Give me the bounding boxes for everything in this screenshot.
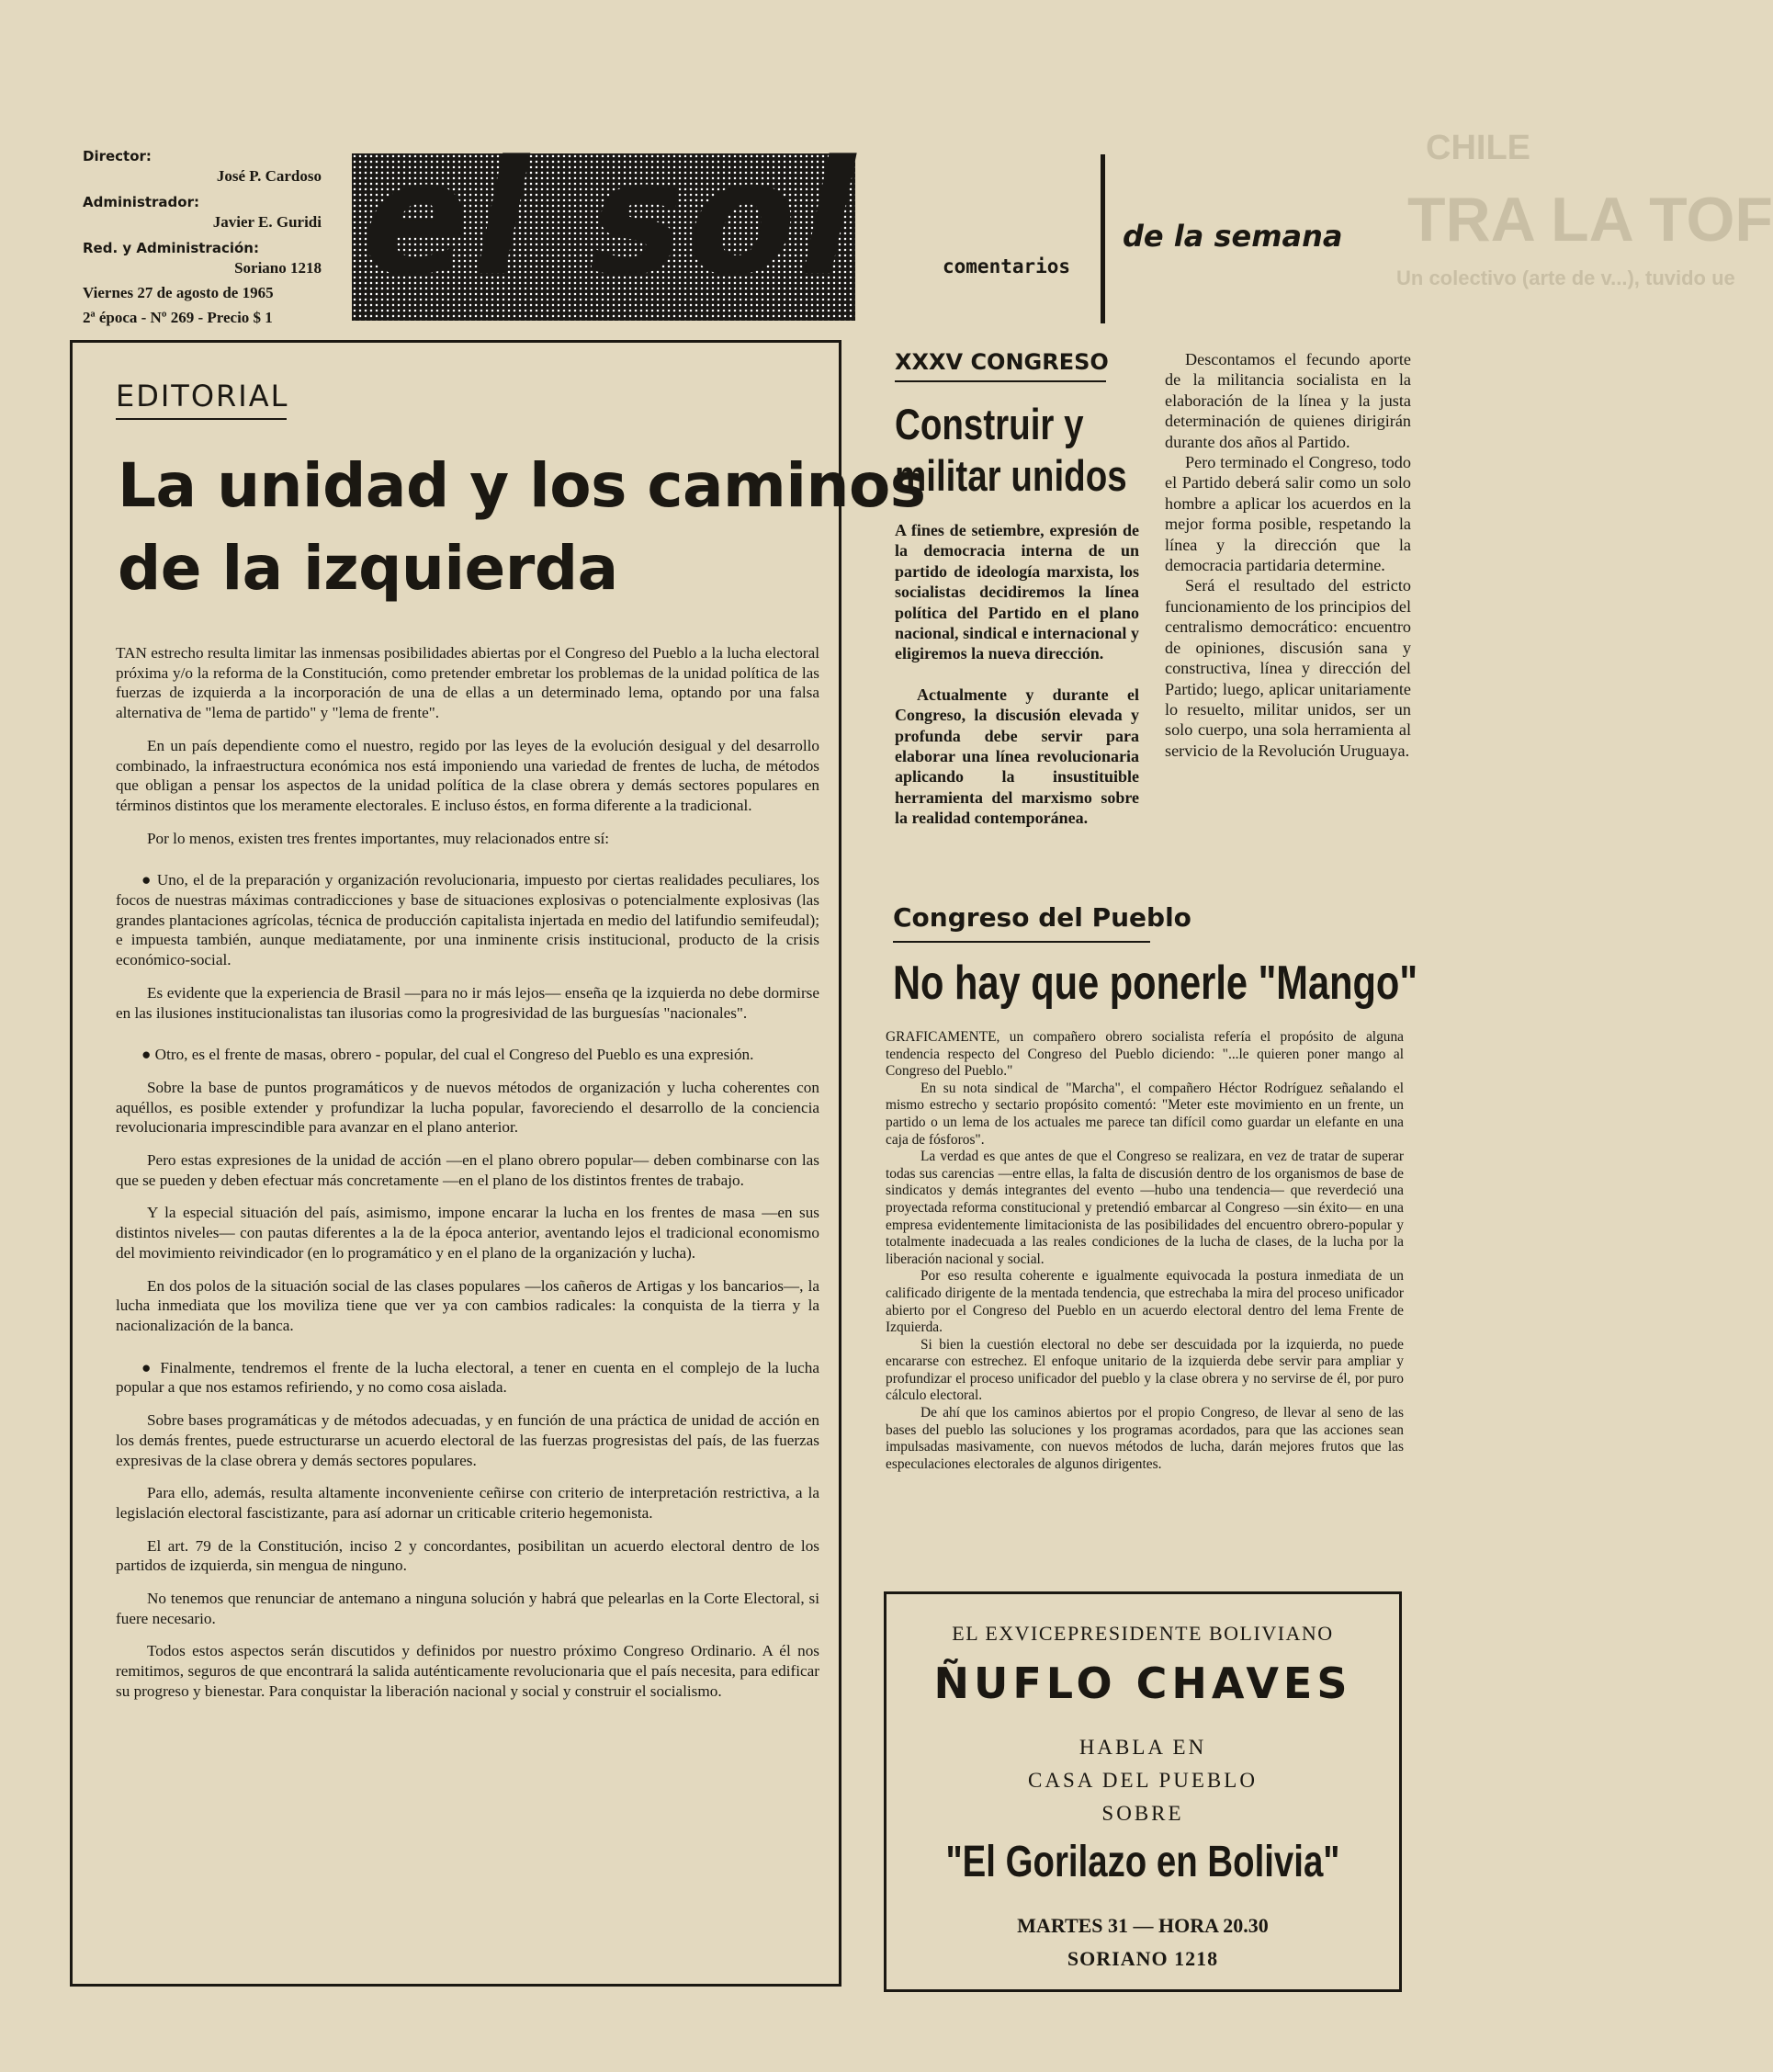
ad-line-2: HABLA EN (1078, 1736, 1207, 1759)
editorial-paragraph: En dos polos de la situación social de las clases populares —los cañeros de Artigas y los bancarios—, la lucha inmediata que los moviliza tiene que ver ya con cambios radicales: la conquista de la tierra y la nacionalización de la banca. (116, 1276, 819, 1334)
ad-name: ÑUFLO CHAVES (933, 1659, 1352, 1708)
pueblo-kicker-rule (893, 941, 1150, 943)
comentarios-label: comentarios (943, 255, 1071, 277)
congreso-paragraph: A fines de setiembre, expresión de la democracia interna de un partido de ideología marxista, los socialistas decidiremos la línea política del Partido en el plano nacional, sindical e internacional y eligiremos la nueva dirección. (895, 521, 1139, 663)
congreso-kicker: XXXV CONGRESO (895, 349, 1109, 375)
director-name: José P. Cardoso (216, 167, 322, 185)
pueblo-paragraph: La verdad es que antes de que el Congreso se realizara, en vez de tratar de superar todas sus carencias —entre ellas, la falta de discusión dentro de los organismos de base de sindicatos y demás integrantes del evento —hubo una tendencia— que reverdeció una proyectada reforma constitucional y pretendió embarcar al Congreso —sin éxito— en una empresa evidentemente limitacionista de las posibilidades del encuentro obrero-popular y totalmente inadecuada a las reales condiciones de la lucha de clases, de la lucha por la liberación nacional y social. (886, 1149, 1404, 1267)
issue-date: Viernes 27 de agosto de 1965 (83, 284, 274, 301)
editorial-kicker-rule (116, 418, 287, 420)
congreso-headline-2: militar unidos (895, 451, 1127, 500)
editorial-body (116, 643, 819, 1715)
masthead-divider (1101, 154, 1105, 323)
editorial-paragraph: Pero estas expresiones de la unidad de acción —en el plano obrero popular— deben combinarse con las que se pueden y deben efectuar más concretamente —en el plano de los distintos frentes de trabajo. (116, 1151, 819, 1189)
edge-text (1396, 129, 1773, 331)
congreso-paragraph: Actualmente y durante el Congreso, la discusión elevada y profunda debe servir para elaborar una línea revolucionaria aplicando la insustituible herramienta del marxismo sobre la realidad contemporánea. (895, 685, 1139, 828)
pueblo-paragraph: Por eso resulta coherente e igualmente equivocada la postura inmediata de un calificado dirigente de la mentada tendencia, que estrechaba la mira del proceso unificador abierto por el Congreso del Pueblo en un acuerdo electoral dentro del lema Frente de Izquierda. (886, 1268, 1404, 1336)
de-la-semana-label: de la semana (1123, 219, 1343, 254)
issue-number: 2ª época - Nº 269 - Precio $ 1 (83, 309, 273, 326)
logo-text: el sol (344, 126, 880, 311)
edge-text-2: TRA LA TOF (1407, 185, 1773, 255)
editorial-paragraph: TAN estrecho resulta limitar las inmensas posibilidades abiertas por el Congreso del Pueblo a la lucha electoral próxima y/o la reforma de la Constitución, como pretender embretar los problemas de la unidad política de las fuerzas de izquierda a la incorporación de una de ellas a un determinado lema, optando por una falsa alternativa de "lema de partido" y "lema de frente". (116, 644, 819, 722)
editorial-paragraph: No tenemos que renunciar de antemano a ninguna solución y habrá que pelearlas en la Corte Electoral, si fuere necesario. (116, 1590, 819, 1627)
congreso-paragraph: Pero terminado el Congreso, todo el Partido deberá salir como un solo hombre a aplicar los acuerdos en la mejor forma posible, respetando la línea y la dirección que la democracia partidaria determine. (1165, 453, 1411, 575)
pueblo-paragraph: Si bien la cuestión electoral no debe ser descuidada por la izquierda, no puede encararse con estrechez. El enfoque unitario de la izquierda debe servir para ampliar y profundizar el proceso unificador del pueblo y la clase obrera y no servirse de él, por puro cálculo electoral. (886, 1336, 1404, 1404)
pueblo-paragraph: De ahí que los caminos abiertos por el propio Congreso, de llevar al seno de las bases del pueblo las soluciones y los programas acordados, para que las acciones sean impulsadas masivamente, con nuevos métodos de lucha, darán mejores frutos que las especulaciones electorales de algunos dirigentes. (886, 1405, 1404, 1472)
editorial-headline-2: de la izquierda (118, 533, 618, 604)
congreso-column-2 (1165, 349, 1411, 761)
congreso-kicker-rule (895, 380, 1106, 382)
editorial-paragraph: El art. 79 de la Constitución, inciso 2 y concordantes, posibilitan un acuerdo electoral dentro de los partidos de izquierda, sin mengua de ninguno. (116, 1536, 819, 1575)
ad-address: SORIANO 1218 (1067, 1947, 1219, 1970)
editorial-paragraph: Para ello, además, resulta altamente inconveniente ceñirse con criterio de interpretación restrictiva, a la legislación electoral fascistizante, para así adornar un criticable criterio hegemonista. (116, 1484, 819, 1522)
congreso-paragraph: Descontamos el fecundo aporte de la militancia socialista en la elaboración de la línea y la justa determinación de quienes dirigirán durante dos años al Partido. (1165, 350, 1411, 451)
ad-line-1: EL EXVICEPRESIDENTE BOLIVIANO (952, 1622, 1334, 1645)
pueblo-headline: No hay que ponerle "Mango" (893, 957, 1418, 1010)
ad-title: "El Gorilazo en Bolivia" (945, 1838, 1340, 1886)
masthead-info (83, 147, 322, 327)
ad-date: MARTES 31 — HORA 20.30 (1017, 1914, 1269, 1937)
el-sol-logo (344, 126, 880, 321)
admin-label: Administrador: (83, 194, 199, 210)
ad-line-4: SOBRE (1101, 1802, 1184, 1825)
congreso-headline-1: Construir y (895, 400, 1084, 448)
edge-text-3: Un colectivo (arte de v...), tuvido ue (1396, 266, 1735, 289)
pueblo-kicker: Congreso del Pueblo (893, 902, 1191, 933)
editorial-paragraph: ● Otro, es el frente de masas, obrero - popular, del cual el Congreso del Pueblo es una expresión. (141, 1046, 754, 1064)
editorial-paragraph: Por lo menos, existen tres frentes importantes, muy relacionados entre sí: (147, 829, 610, 847)
event-ad-box (884, 1591, 1402, 1992)
editorial-paragraph: Sobre la base de puntos programáticos y de nuevos métodos de organización y lucha coherentes con aquéllos, es posible extender y profundizar la lucha popular, favoreciendo el desarrollo de la conciencia revolucionaria imprescindible para avanzar en el plano anterior. (116, 1078, 819, 1137)
pueblo-paragraph: En su nota sindical de "Marcha", el compañero Héctor Rodríguez señalando el mismo estrecho y sectario propósito comentó: "Meter este movimiento en un frente, un partido o un lema de los actuales me parece tan difícil como guardar un elefante en una caja de fósforos". (886, 1080, 1404, 1148)
congreso-column-1 (895, 520, 1139, 829)
editorial-kicker: EDITORIAL (116, 379, 289, 413)
editorial-paragraph: Todos estos aspectos serán discutidos y definidos por nuestro próximo Congreso Ordinario. A él nos remitimos, seguros de que encontrará la salida auténticamente revolucionaria que el país necesita, para edificar su progreso y bienestar. Para conquistar la liberación nacional y social y construir el socialismo. (116, 1642, 819, 1700)
congreso-paragraph: Será el resultado del estricto funcionamiento de los principios del centralismo democrático: encuentro de opiniones, discusión sana y constructiva, línea y dirección del Partido; luego, aplicar unitariamente lo resuelto, militar unidos, ser un solo cuerpo, una sola herramienta al servicio de la Revolución Uruguaya. (1165, 576, 1411, 760)
editorial-paragraph: Y la especial situación del país, asimismo, impone encarar la lucha en los frentes de masa —en sus distintos niveles— con pautas diferentes a la de la época anterior, aventando lejos el tradicional economismo del movimiento reivindicador (en lo programático y en el plano de la organización y lucha). (116, 1204, 819, 1262)
director-label: Director: (83, 148, 152, 164)
edge-text-1: CHILE (1426, 129, 1530, 167)
ad-line-3: CASA DEL PUEBLO (1028, 1769, 1258, 1792)
red-label: Red. y Administración: (83, 240, 259, 256)
editorial-paragraph: ● Finalmente, tendremos el frente de la lucha electoral, a tener en cuenta en el complejo de la lucha popular a que nos estamos refiriendo, y no como cosa aislada. (116, 1358, 819, 1397)
admin-name: Javier E. Guridi (212, 213, 322, 231)
editorial-paragraph: ● Uno, el de la preparación y organización revolucionaria, impuesto por ciertas realidades peculiares, los focos de nuestras máximas contradicciones y base de situaciones explosivas o potencialmente explosivas (las grandes plantaciones agrícolas, técnica de producción capitalista injertada en medio del latifundio semifeudal); e impuesta también, aunque mediatamente, por una inminente crisis institucional, producto de la crisis económico-social. (116, 871, 819, 969)
pueblo-body (886, 1029, 1404, 1473)
editorial-paragraph: Sobre bases programáticas y de métodos adecuadas, y en función de una práctica de unidad de acción en los demás frentes, puede estructurarse un acuerdo electoral de las fuerzas progresistas del país, de las fuerzas expresivas de la clase obrera y demás sectores populares. (116, 1411, 819, 1469)
pueblo-paragraph: GRAFICAMENTE, un compañero obrero socialista refería el propósito de alguna tendencia respecto del Congreso del Pueblo diciendo: "...le quieren poner mango al Congreso del Pueblo." (886, 1029, 1404, 1080)
editorial-paragraph: En un país dependiente como el nuestro, regido por las leyes de la evolución desigual y del desarrollo combinado, la infraestructura económica nos está imponiendo una variedad de frentes de lucha, de métodos que obligan a pensar los aspectos de la unidad política de la clase obrera y demás sectores populares en términos distintos que los meramente electorales. E incluso éstos, en forma diferente a la tradicional. (116, 736, 819, 814)
editorial-headline-1: La unidad y los caminos (118, 450, 926, 521)
red-address: Soriano 1218 (234, 259, 322, 277)
editorial-paragraph: Es evidente que la experiencia de Brasil —para no ir más lejos— enseña qe la izquierda no debe dormirse en las ilusiones institucionalistas tan ilusorias como la progresividad de las burguesías "nacionales". (116, 983, 819, 1022)
